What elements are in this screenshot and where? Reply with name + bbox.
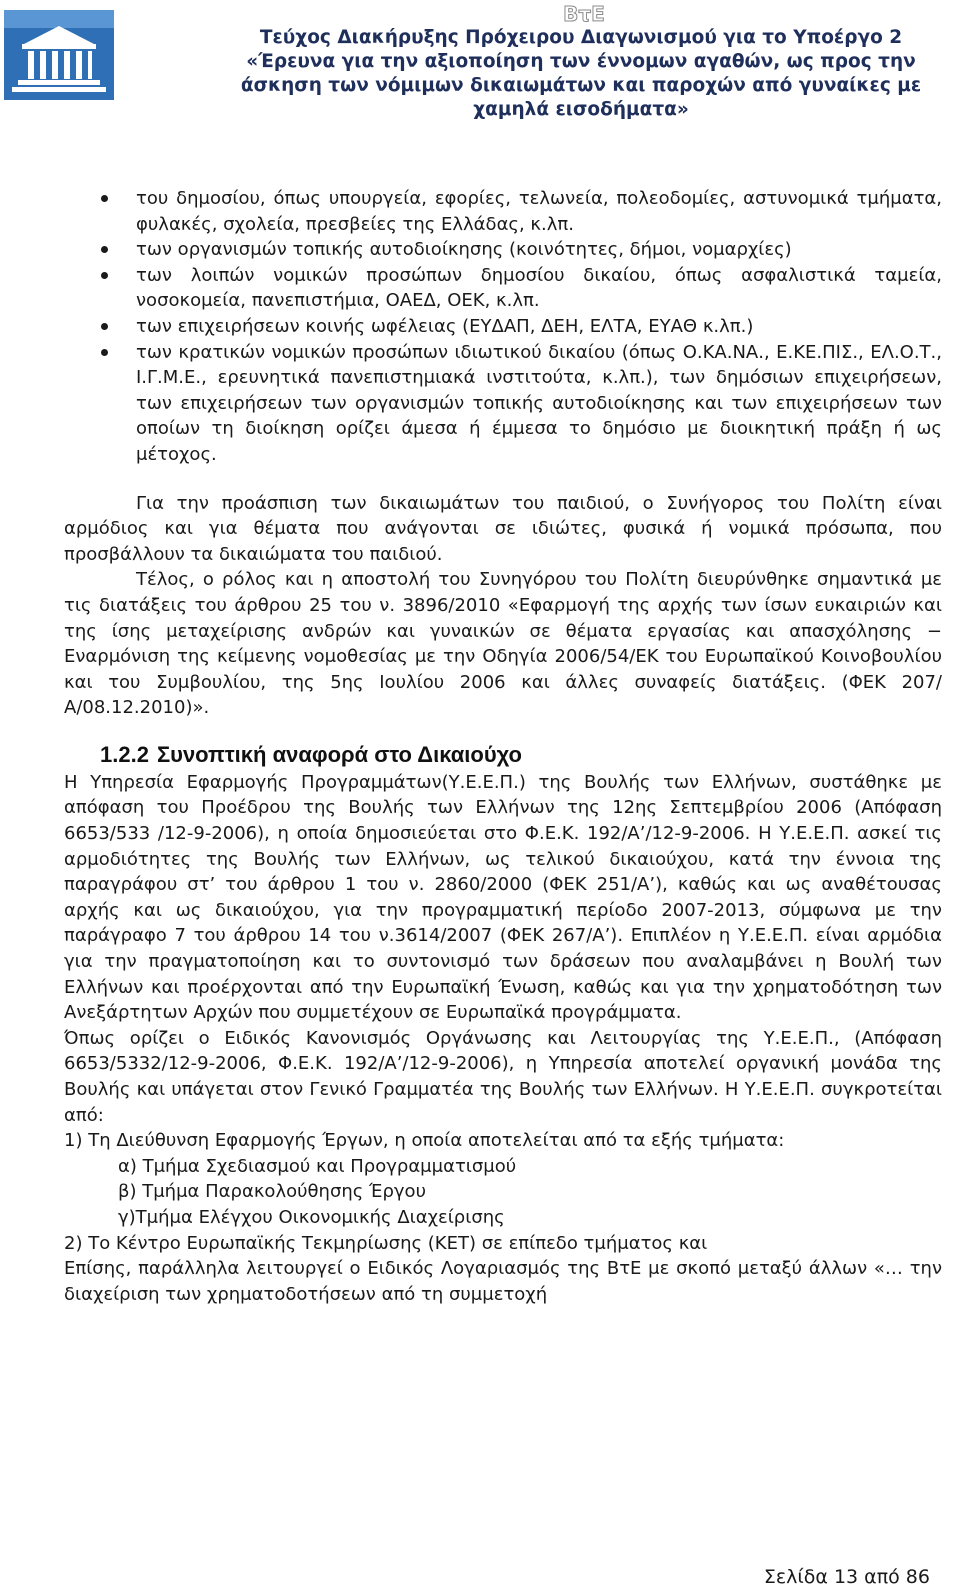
bullet-icon [101, 272, 108, 279]
page-header [0, 0, 960, 120]
page-body [64, 186, 942, 1307]
list-item [64, 237, 942, 263]
list-item-text: των οργανισμών τοπικής αυτοδιοίκησης (κοινότητες, δήμοι, νομαρχίες) [136, 239, 792, 261]
department-item: α) Τμήμα Σχεδιασμού και Προγραμματισμού [118, 1155, 517, 1177]
title-line-4: χαμηλά εισοδήματα» [473, 99, 689, 120]
parliament-logo [4, 10, 114, 100]
list-item-text: των λοιπών νομικών προσώπων δημοσίου δικαίου, όπως ασφαλιστικά ταμεία, νοσοκομεία, πανεπιστήμια, ΟΑΕΔ, ΟΕΚ, κ.λπ. [136, 264, 942, 312]
section-heading [64, 741, 942, 769]
bullet-icon [101, 195, 108, 202]
paragraph-regulation: Όπως ορίζει ο Ειδικός Κανονισμός Οργάνωσης και Λειτουργίας της Υ.Ε.Ε.Π., (Απόφαση 6653/5332/12-9-2006, Φ.Ε.Κ. 192/Α’/12-9-2006), η Υπηρεσία αποτελεί οργανική μονάδα της Βουλής και υπάγεται στον Γενικό Γραμματέα της Βουλής των Ελλήνων. Η Υ.Ε.Ε.Π. συγκροτείται από: [64, 1027, 942, 1126]
department-item: γ)Τμήμα Ελέγχου Οικονομικής Διαχείρισης [118, 1206, 505, 1228]
list-item-text: των κρατικών νομικών προσώπων ιδιωτικού δικαίου (όπως Ο.ΚΑ.ΝΑ., Ε.ΚΕ.ΠΙΣ., ΕΛ.Ο.Τ., Ι.Γ.Μ.Ε., ερευνητικά πανεπιστημιακά ινστιτούτα, κ.λπ.), των δημόσιων επιχειρήσεων, των επιχειρήσεων των οργανισμών τοπικής αυτοδιοίκησης και των επιχειρήσεων των οποίων τη διοίκηση ορίζει άμεσα ή έμμεσα το δημόσιο με διοικητική πράξη ή ως μέτοχος. [136, 341, 942, 465]
title-line-1: Τεύχος Διακήρυξης Πρόχειρου Διαγωνισμού για το Υποέργο 2 [259, 27, 903, 48]
page-number: Σελίδα 13 από 86 [763, 1566, 930, 1588]
paragraph-directorate: 1) Τη Διεύθυνση Εφαρμογής Έργων, η οποία αποτελείται από τα εξής τμήματα: [64, 1130, 785, 1152]
title-line-2: «Έρευνα για την αξιοποίηση των έννομων αγαθών, ως προς την [246, 51, 916, 72]
document-title [210, 26, 952, 122]
list-item [64, 340, 942, 468]
paragraph-ket: 2) Το Κέντρο Ευρωπαϊκής Τεκμηρίωσης (ΚΕΤ) σε επίπεδο τμήματος και [64, 1232, 708, 1254]
bullet-icon [101, 349, 108, 356]
list-item [64, 263, 942, 314]
paragraph-intro: Η Υπηρεσία Εφαρμογής Προγραμμάτων(Υ.Ε.Ε.Π.) της Βουλής των Ελλήνων, συστάθηκε με απόφαση του Προέδρου της Βουλής των Ελλήνων της 12ης Σεπτεμβρίου 2006 (Απόφαση 6653/533 /12-9-2006), η οποία δημοσιεύεται στο Φ.Ε.Κ. 192/Α’/12-9-2006. Η Υ.Ε.Ε.Π. ασκεί τις αρμοδιότητες της Βουλής των Ελλήνων, ως τελικού δικαιούχου, κατά την έννοια της παραγράφου στ’ του άρθρου 1 του ν. 2860/2000 (ΦΕΚ 251/Α’), καθώς και ως αναθέτουσας αρχής και ως δικαιούχου, για την προγραμματική περίοδο 2007-2013, σύμφωνα με την παράγραφο 7 του άρθρου 14 του ν.3614/2007 (ΦΕΚ 267/Α’). Επιπλέον η Υ.Ε.Ε.Π. είναι αρμόδια για την πραγματοποίηση και το συντονισμό των δράσεων που αναλαμβάνει η Βουλή των Ελλήνων και προέρχονται από την Ευρωπαϊκή Ένωση, καθώς και για την χρηματοδότηση των Ανεξάρτητων Αρχών που συμμετέχουν σε Ευρωπαϊκά προγράμματα. [64, 771, 942, 1024]
bullet-icon [101, 246, 108, 253]
list-item [64, 186, 942, 237]
department-item: β) Τμήμα Παρακολούθησης Έργου [118, 1181, 426, 1203]
paragraph-child-advocate: Για την προάσπιση των δικαιωμάτων του παιδιού, ο Συνήγορος του Πολίτη είναι αρμόδιος και για θέματα που ανάγονται σε ιδιώτες, φυσικά ή νομικά πρόσωπα, που προσβάλλουν τα δικαιώματα του παιδιού. [64, 492, 942, 565]
bte-brand-mark [562, 2, 606, 26]
list-item-text: του δημοσίου, όπως υπουργεία, εφορίες, τελωνεία, πολεοδομίες, αστυνομικά τμήματα, φυλακές, σχολεία, πρεσβείες της Ελλάδας, κ.λπ. [136, 188, 942, 235]
section-number: 1.2.2 [100, 741, 149, 767]
list-item-text: των επιχειρήσεων κοινής ωφέλειας (ΕΥΔΑΠ, ΔΕΗ, ΕΛΤΑ, ΕΥΑΘ κ.λπ.) [136, 315, 754, 337]
section-title: Συνοπτική αναφορά στο Δικαιούχο [156, 741, 522, 767]
bullet-icon [101, 323, 108, 330]
paragraph-ombudsman-role: Τέλος, ο ρόλος και η αποστολή του Συνηγόρου του Πολίτη διευρύνθηκε σημαντικά με τις διατάξεις του άρθρου 25 του ν. 3896/2010 «Εφαρμογή της αρχής των ίσων ευκαιριών και της ίσης μεταχείρισης ανδρών και γυναικών σε θέματα εργασίας και απασχόλησης − Εναρμόνιση της κείμενης νομοθεσίας με την Οδηγία 2006/54/ΕΚ του Ευρωπαϊκού Κοινοβουλίου και του Συμβουλίου, της 5ης Ιουλίου 2006 και άλλες συναφείς διατάξεις. (ΦΕΚ 207/Α/08.12.2010)». [64, 569, 942, 719]
list-item [64, 314, 942, 340]
paragraph-special-account: Επίσης, παράλληλα λειτουργεί ο Ειδικός Λογαριασμός της ΒτΕ με σκοπό μεταξύ άλλων «… την διαχείριση των χρηματοδοτήσεων από τη συμμετοχή [64, 1258, 942, 1305]
svg-text:ΒτΕ: ΒτΕ [563, 2, 605, 26]
title-line-3: άσκηση των νόμιμων δικαιωμάτων και παροχών από γυναίκες με [240, 75, 922, 96]
bullet-list [64, 186, 942, 468]
